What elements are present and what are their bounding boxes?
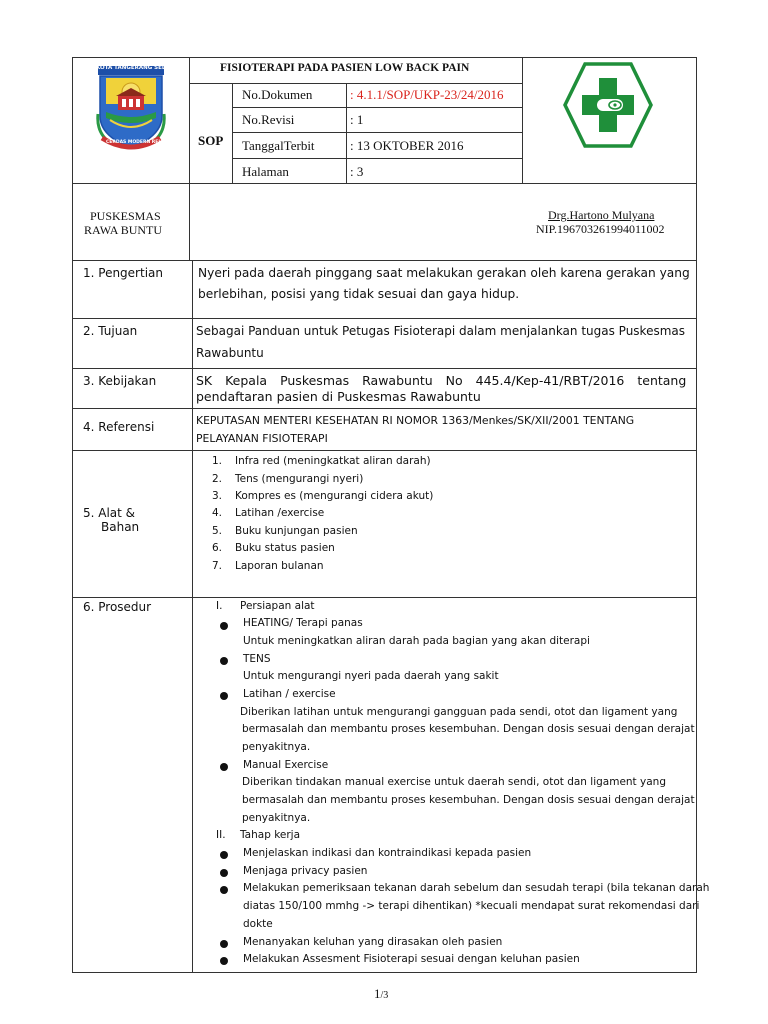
row-line-pengertian bbox=[72, 260, 697, 261]
pengertian-text-line2: berlebihan, posisi yang tidak sesuai dan gaya hidup. bbox=[198, 287, 520, 301]
sop-label: SOP bbox=[198, 133, 224, 148]
header-divider-values bbox=[346, 83, 347, 183]
manual-exercise-description-line1: Diberikan tindakan manual exercise untuk daerah sendi, otot dan ligament yang bbox=[242, 776, 666, 788]
kebijakan-text-line1: SK Kepala Puskesmas Rawabuntu No 445.4/Kep-41/RBT/2016 tentang bbox=[196, 373, 687, 388]
header-divider-2 bbox=[522, 57, 523, 183]
table-border-bottom bbox=[72, 972, 697, 973]
step-ask-complaints: Menanyakan keluhan yang dirasakan oleh pasien bbox=[243, 936, 503, 948]
row-line-alat bbox=[72, 450, 697, 451]
manual-exercise-description-line2: bermasalah dan membantu proses kesembuhan. Dengan dosis sesuai dengan derajat bbox=[242, 794, 695, 806]
logo-city-name: KOTA TANGERANG SELATAN bbox=[96, 65, 182, 71]
bullet-icon bbox=[220, 957, 228, 965]
alat-item: Laporan bulanan bbox=[235, 560, 324, 572]
signer-nip: NIP.196703261994011002 bbox=[536, 222, 665, 236]
no-dokumen-value: : 4.1.1/SOP/UKP-23/24/2016 bbox=[350, 87, 504, 102]
table-border-left bbox=[72, 57, 73, 973]
tens-title: TENS bbox=[243, 653, 271, 665]
puskesmas-cross-logo bbox=[563, 62, 653, 148]
row-line-tujuan bbox=[72, 318, 697, 319]
alat-item-num: 7. bbox=[212, 560, 223, 572]
alat-label-line1: 5. Alat & bbox=[83, 506, 136, 520]
header-divider-1 bbox=[189, 57, 190, 260]
alat-item-num: 1. bbox=[212, 455, 223, 467]
org-name-line2: RAWA BUNTU bbox=[84, 223, 163, 237]
heating-description: Untuk meningkatkan aliran darah pada bagian yang akan diterapi bbox=[243, 635, 590, 647]
step-blood-pressure-line3: dokte bbox=[243, 918, 273, 930]
referensi-label: 4. Referensi bbox=[83, 420, 155, 434]
alat-item-num: 4. bbox=[212, 507, 223, 519]
bullet-icon bbox=[220, 622, 228, 630]
manual-exercise-title: Manual Exercise bbox=[243, 759, 329, 771]
header-row-line-1 bbox=[189, 83, 523, 84]
latihan-title: Latihan / exercise bbox=[243, 688, 336, 700]
no-dokumen-label: No.Dokumen bbox=[242, 87, 313, 102]
alat-item: Infra red (meningkatkat aliran darah) bbox=[235, 455, 431, 467]
bullet-icon bbox=[220, 763, 228, 771]
heating-title: HEATING/ Terapi panas bbox=[243, 617, 363, 629]
pengertian-text-line1: Nyeri pada daerah pinggang saat melakukan gerakan oleh karena gerakan yang bbox=[198, 266, 690, 280]
bullet-icon bbox=[220, 940, 228, 948]
halaman-label: Halaman bbox=[242, 164, 289, 179]
org-name-line1: PUSKESMAS bbox=[90, 209, 161, 223]
page-number-current: 1 bbox=[374, 986, 381, 1001]
alat-item-num: 5. bbox=[212, 525, 223, 537]
page-number bbox=[374, 985, 388, 1003]
tens-description: Untuk mengurangi nyeri pada daerah yang sakit bbox=[243, 670, 499, 682]
alat-item-num: 3. bbox=[212, 490, 223, 502]
alat-item-num: 2. bbox=[212, 473, 223, 485]
alat-item: Buku status pasien bbox=[235, 542, 335, 554]
bullet-icon bbox=[220, 851, 228, 859]
header-divider-sop bbox=[232, 83, 233, 183]
alat-item-num: 6. bbox=[212, 542, 223, 554]
row-line-kebijakan bbox=[72, 368, 697, 369]
row-line-prosedur bbox=[72, 597, 697, 598]
manual-exercise-description-line3: penyakitnya. bbox=[242, 812, 311, 824]
tujuan-text-line1: Sebagai Panduan untuk Petugas Fisioterapi dalam menjalankan tugas Puskesmas bbox=[196, 324, 686, 338]
row-line-referensi bbox=[72, 408, 697, 409]
body-label-divider bbox=[192, 260, 193, 973]
tujuan-text-line2: Rawabuntu bbox=[196, 346, 264, 360]
prosedur-part1-number: I. bbox=[216, 600, 223, 612]
alat-item: Latihan /exercise bbox=[235, 507, 325, 519]
prosedur-label: 6. Prosedur bbox=[83, 600, 152, 614]
signer-name: Drg.Hartono Mulyana bbox=[548, 208, 655, 222]
bullet-icon bbox=[220, 886, 228, 894]
tujuan-label: 2. Tujuan bbox=[83, 324, 138, 338]
city-emblem-logo bbox=[92, 64, 170, 152]
table-border-right bbox=[696, 57, 697, 973]
referensi-text-line1: KEPUTASAN MENTERI KESEHATAN RI NOMOR 1363/Menkes/SK/XII/2001 TENTANG bbox=[196, 414, 635, 427]
prosedur-part2-title: Tahap kerja bbox=[240, 829, 301, 841]
header-row-line-4 bbox=[232, 158, 523, 159]
referensi-text-line2: PELAYANAN FISIOTERAPI bbox=[196, 432, 328, 445]
tanggal-terbit-label: TanggalTerbit bbox=[242, 138, 315, 153]
no-revisi-value: : 1 bbox=[350, 112, 364, 127]
header-row-line-3 bbox=[232, 132, 523, 133]
no-revisi-label: No.Revisi bbox=[242, 112, 295, 127]
latihan-description-line3: penyakitnya. bbox=[242, 741, 311, 753]
header-row-line-2 bbox=[232, 107, 523, 108]
kebijakan-label: 3. Kebijakan bbox=[83, 374, 157, 388]
halaman-value: : 3 bbox=[350, 164, 364, 179]
step-assessment: Melakukan Assesment Fisioterapi sesuai dengan keluhan pasien bbox=[243, 953, 580, 965]
document-title: FISIOTERAPI PADA PASIEN LOW BACK PAIN bbox=[220, 62, 470, 74]
bullet-icon bbox=[220, 869, 228, 877]
bullet-icon bbox=[220, 692, 228, 700]
header-bottom-line bbox=[72, 183, 697, 184]
alat-item: Kompres es (mengurangi cidera akut) bbox=[235, 490, 434, 502]
tanggal-terbit-value: : 13 OKTOBER 2016 bbox=[350, 138, 464, 153]
prosedur-part2-number: II. bbox=[216, 829, 226, 841]
step-explain-indications: Menjelaskan indikasi dan kontraindikasi kepada pasien bbox=[243, 847, 532, 859]
pengertian-label: 1. Pengertian bbox=[83, 266, 163, 280]
kebijakan-text-line2: pendaftaran pasien di Puskesmas Rawabuntu bbox=[196, 389, 481, 404]
alat-label-line2: Bahan bbox=[101, 520, 140, 534]
latihan-description-line1: Diberikan latihan untuk mengurangi gangguan pada sendi, otot dan ligament yang bbox=[240, 706, 678, 718]
step-privacy: Menjaga privacy pasien bbox=[243, 865, 368, 877]
alat-item: Buku kunjungan pasien bbox=[235, 525, 358, 537]
logo-city-motto: CERDAS MODERN RELIGIUS bbox=[106, 140, 176, 145]
step-blood-pressure-line2: diatas 150/100 mmhg -> terapi dihentikan) *kecuali mendapat surat rekomendasi dari bbox=[243, 900, 700, 912]
prosedur-part1-title: Persiapan alat bbox=[240, 600, 315, 612]
step-blood-pressure-line1: Melakukan pemeriksaan tekanan darah sebelum dan sesudah terapi (bila tekanan darah bbox=[243, 882, 710, 894]
bullet-icon bbox=[220, 657, 228, 665]
page-number-total: /3 bbox=[380, 990, 389, 1001]
latihan-description-line2: bermasalah dan membantu proses kesembuhan. Dengan dosis sesuai dengan derajat bbox=[242, 723, 695, 735]
alat-item: Tens (mengurangi nyeri) bbox=[235, 473, 364, 485]
table-border-top bbox=[72, 57, 697, 58]
